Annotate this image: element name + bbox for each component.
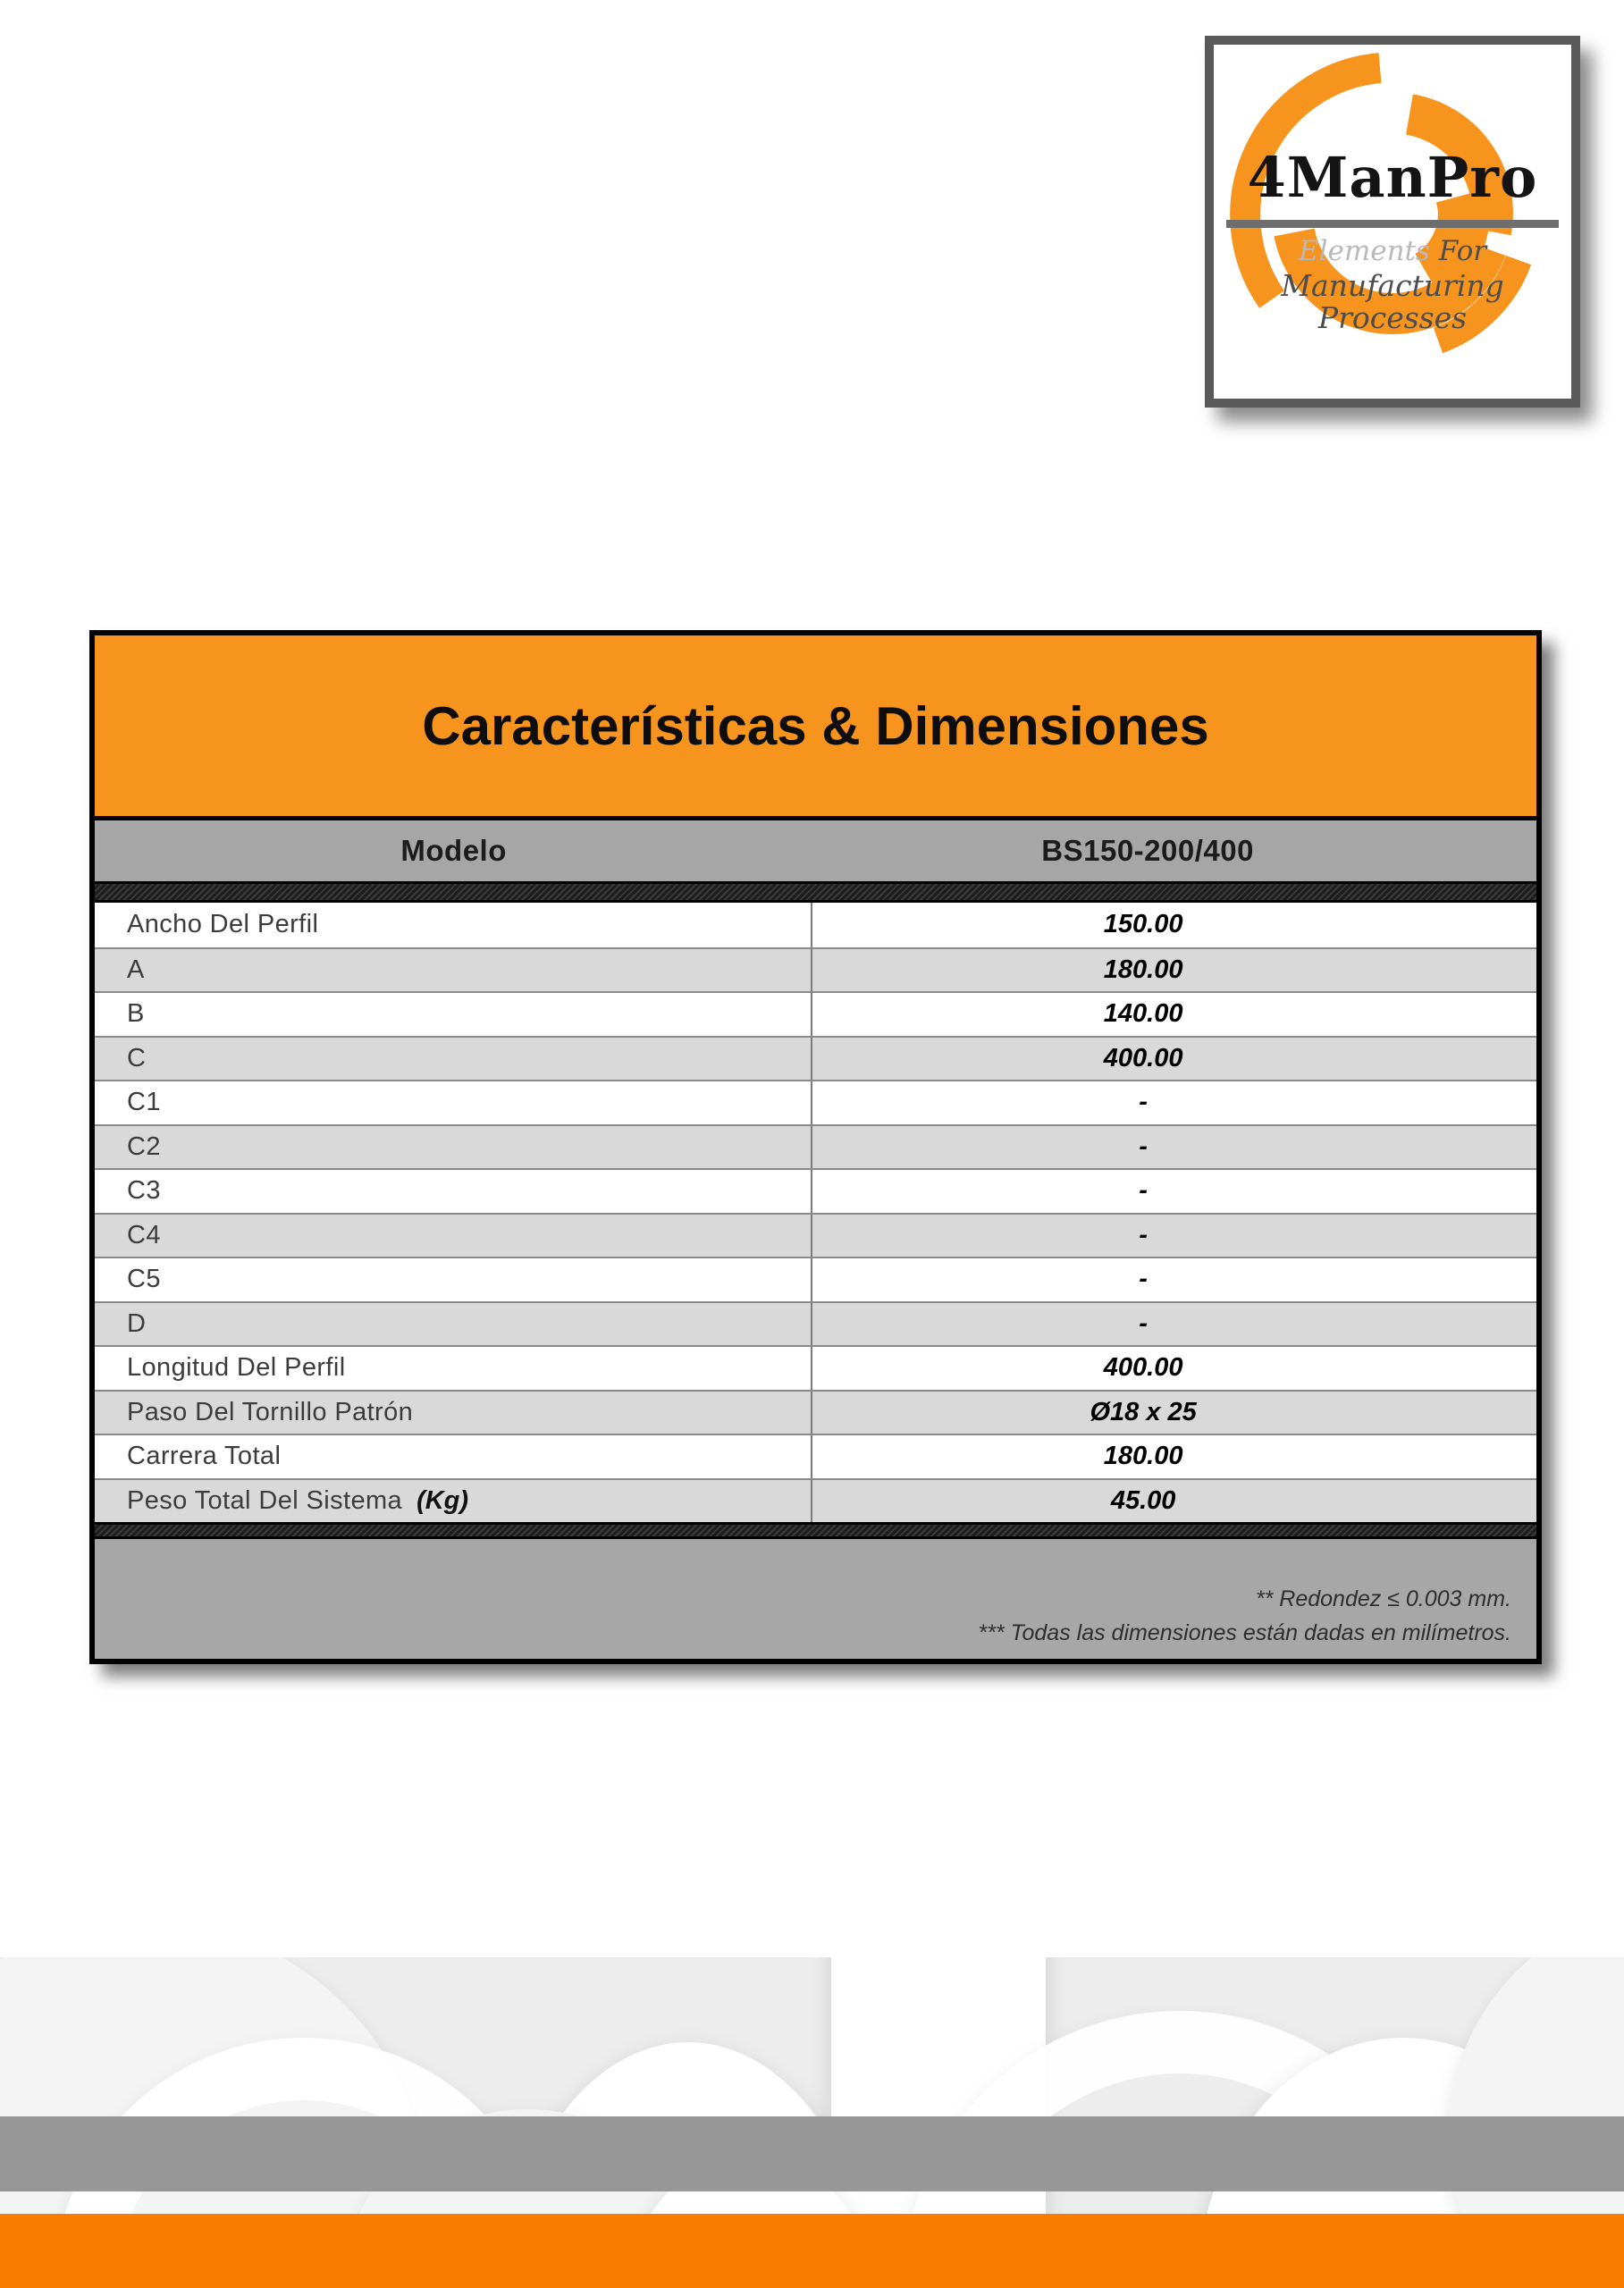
spec-table	[89, 630, 1542, 1664]
row-value: -	[1139, 1176, 1148, 1206]
table-row	[95, 1257, 1536, 1301]
row-label: A	[95, 949, 812, 992]
row-label-unit: (Kg)	[417, 1485, 469, 1515]
row-value: -	[1139, 1131, 1148, 1161]
brand-tagline-bottom: Manufacturing Processes	[1281, 268, 1504, 336]
table-footer-band	[95, 1539, 1536, 1659]
brand-logo-card	[1205, 36, 1580, 408]
separator-bar-bottom	[95, 1522, 1536, 1539]
row-value: 180.00	[1103, 1442, 1183, 1471]
brand-tagline-top	[1214, 236, 1571, 266]
row-label: Paso Del Tornillo Patrón	[95, 1392, 812, 1434]
row-value: -	[1139, 1088, 1148, 1117]
row-label: Carrera Total	[95, 1435, 812, 1478]
table-row	[95, 1478, 1536, 1523]
brand-tagline-elements: Elements	[1298, 235, 1430, 267]
row-label: Longitud Del Perfil	[95, 1347, 812, 1390]
table-title: Características & Dimensiones	[422, 695, 1209, 756]
table-row	[95, 1080, 1536, 1124]
row-label: B	[95, 993, 812, 1036]
row-value: 400.00	[1103, 1353, 1183, 1383]
table-title-band	[95, 635, 1536, 820]
row-label: Peso Total Del Sistema (Kg)	[95, 1480, 812, 1523]
table-row	[95, 903, 1536, 947]
spec-rows	[95, 903, 1536, 1522]
footnotes	[978, 1583, 1511, 1650]
footer-orange-bar	[0, 2214, 1624, 2288]
footer-gray-bar	[0, 2116, 1624, 2191]
row-value: 150.00	[1103, 910, 1183, 939]
table-row	[95, 1168, 1536, 1213]
row-value: 45.00	[1110, 1485, 1176, 1515]
row-label: C1	[95, 1081, 812, 1124]
brand-divider	[1226, 220, 1559, 228]
separator-bar-top	[95, 881, 1536, 903]
row-value: -	[1139, 1220, 1148, 1249]
row-value: -	[1139, 1308, 1148, 1338]
row-label: C4	[95, 1215, 812, 1258]
table-row	[95, 1345, 1536, 1390]
row-label: Ancho Del Perfil	[95, 903, 812, 947]
row-value: 400.00	[1103, 1043, 1183, 1072]
table-row	[95, 1390, 1536, 1434]
row-label: C2	[95, 1126, 812, 1169]
row-value: 180.00	[1103, 955, 1183, 984]
row-label: C	[95, 1038, 812, 1081]
footnote-units: *** Todas las dimensiones están dadas en milímetros.	[978, 1619, 1511, 1645]
row-label: C5	[95, 1258, 812, 1301]
row-value: -	[1139, 1265, 1148, 1294]
table-row	[95, 1036, 1536, 1081]
row-value: 140.00	[1103, 999, 1183, 1029]
table-row	[95, 1301, 1536, 1346]
row-label: D	[95, 1303, 812, 1346]
table-row	[95, 1213, 1536, 1258]
table-row	[95, 947, 1536, 992]
table-row	[95, 1124, 1536, 1169]
model-header-label: Modelo	[400, 834, 507, 867]
brand-name: 4ManPro	[1247, 145, 1538, 210]
table-row	[95, 991, 1536, 1036]
model-header-value: BS150-200/400	[1041, 834, 1254, 867]
brand-tagline-for: For	[1438, 235, 1487, 267]
table-row	[95, 1434, 1536, 1478]
row-value: Ø18 x 25	[1090, 1397, 1197, 1426]
footnote-roundness: ** Redondez ≤ 0.003 mm.	[1255, 1586, 1511, 1611]
row-label: C3	[95, 1170, 812, 1213]
model-header-row	[95, 820, 1536, 881]
